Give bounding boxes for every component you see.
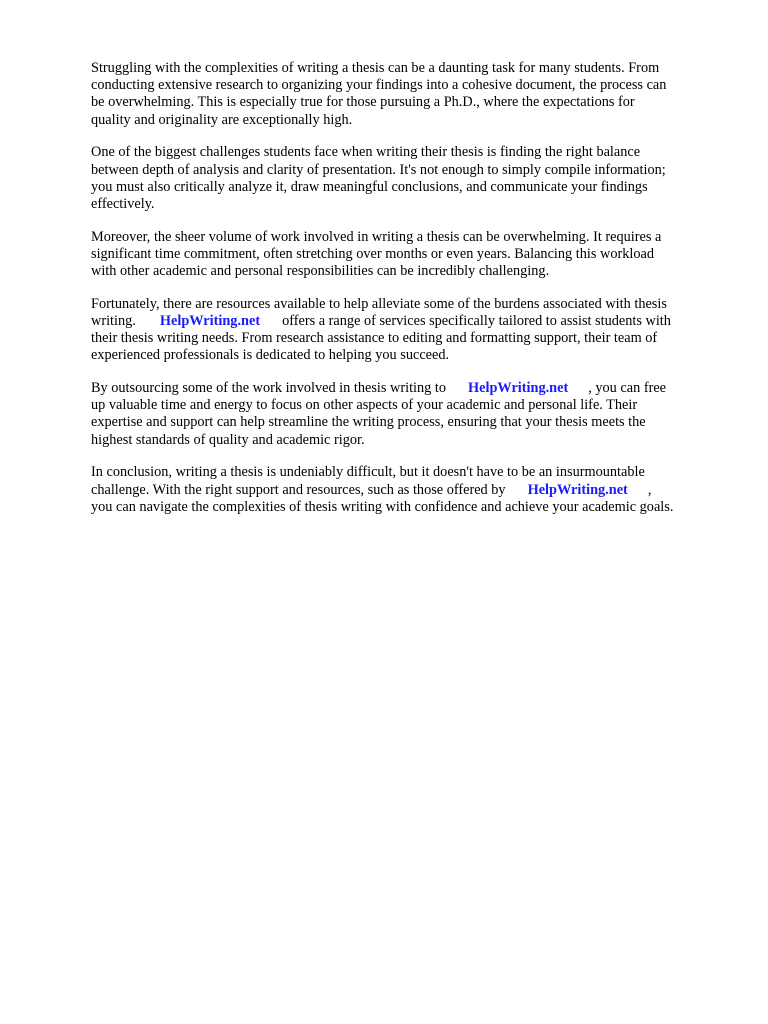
- helpwriting-link[interactable]: HelpWriting.net: [527, 481, 628, 498]
- paragraph-challenges: [91, 144, 731, 213]
- text-line-with-link: [91, 380, 731, 397]
- text-fragment: challenge. With the right support and resources, such as those offered by: [91, 481, 506, 498]
- paragraph-resources: [91, 296, 731, 365]
- text-line: significant time commitment, often stretching over months or even years. Balancing this workload: [91, 245, 655, 262]
- text-fragment: ,: [647, 481, 652, 498]
- paragraph-outsourcing: [91, 380, 731, 449]
- text-line: be overwhelming. This is especially true for those pursuing a Ph.D., where the expectations for: [91, 94, 635, 111]
- text-line: between depth of analysis and clarity of presentation. It's not enough to simply compile information;: [91, 161, 666, 178]
- text-line: Fortunately, there are resources available to help alleviate some of the burdens associated with thesis: [91, 295, 667, 312]
- text-line: Struggling with the complexities of writing a thesis can be a daunting task for many students. From: [91, 60, 660, 76]
- paragraph-workload: [91, 229, 731, 281]
- text-line: up valuable time and energy to focus on other aspects of your academic and personal life. Their: [91, 397, 638, 414]
- text-fragment: By outsourcing some of the work involved in thesis writing to: [91, 380, 447, 397]
- text-line-with-link: [91, 482, 731, 499]
- text-line: expertise and support can help streamline the writing process, ensuring that your thesis meets the: [91, 414, 646, 431]
- text-line-with-link: [91, 313, 731, 330]
- text-line: highest standards of quality and academic rigor.: [91, 431, 365, 448]
- text-line: you can navigate the complexities of thesis writing with confidence and achieve your academic goals.: [91, 498, 674, 515]
- text-line: conducting extensive research to organizing your findings into a cohesive document, the process can: [91, 77, 667, 94]
- document-page: [91, 60, 731, 531]
- paragraph-intro: [91, 60, 731, 129]
- text-fragment: , you can free: [588, 380, 667, 397]
- helpwriting-link[interactable]: HelpWriting.net: [159, 312, 261, 329]
- text-fragment: offers a range of services specifically tailored to assist students with: [282, 312, 671, 329]
- text-line: Moreover, the sheer volume of work involved in writing a thesis can be overwhelming. It requires a: [91, 228, 662, 245]
- text-line: One of the biggest challenges students face when writing their thesis is finding the right balance: [91, 144, 641, 161]
- paragraph-conclusion: [91, 464, 731, 516]
- text-fragment: writing.: [91, 312, 136, 329]
- text-line: quality and originality are exceptionally high.: [91, 111, 353, 128]
- helpwriting-link[interactable]: HelpWriting.net: [468, 380, 569, 397]
- text-line: their thesis writing needs. From research assistance to editing and formatting support, their team of: [91, 330, 658, 347]
- text-line: you must also critically analyze it, draw meaningful conclusions, and communicate your findings: [91, 178, 648, 195]
- text-line: effectively.: [91, 195, 155, 212]
- text-line: with other academic and personal responsibilities can be incredibly challenging.: [91, 263, 550, 280]
- text-line: In conclusion, writing a thesis is undeniably difficult, but it doesn't have to be an insurmountable: [91, 464, 645, 481]
- text-line: experienced professionals is dedicated to helping you succeed.: [91, 347, 450, 364]
